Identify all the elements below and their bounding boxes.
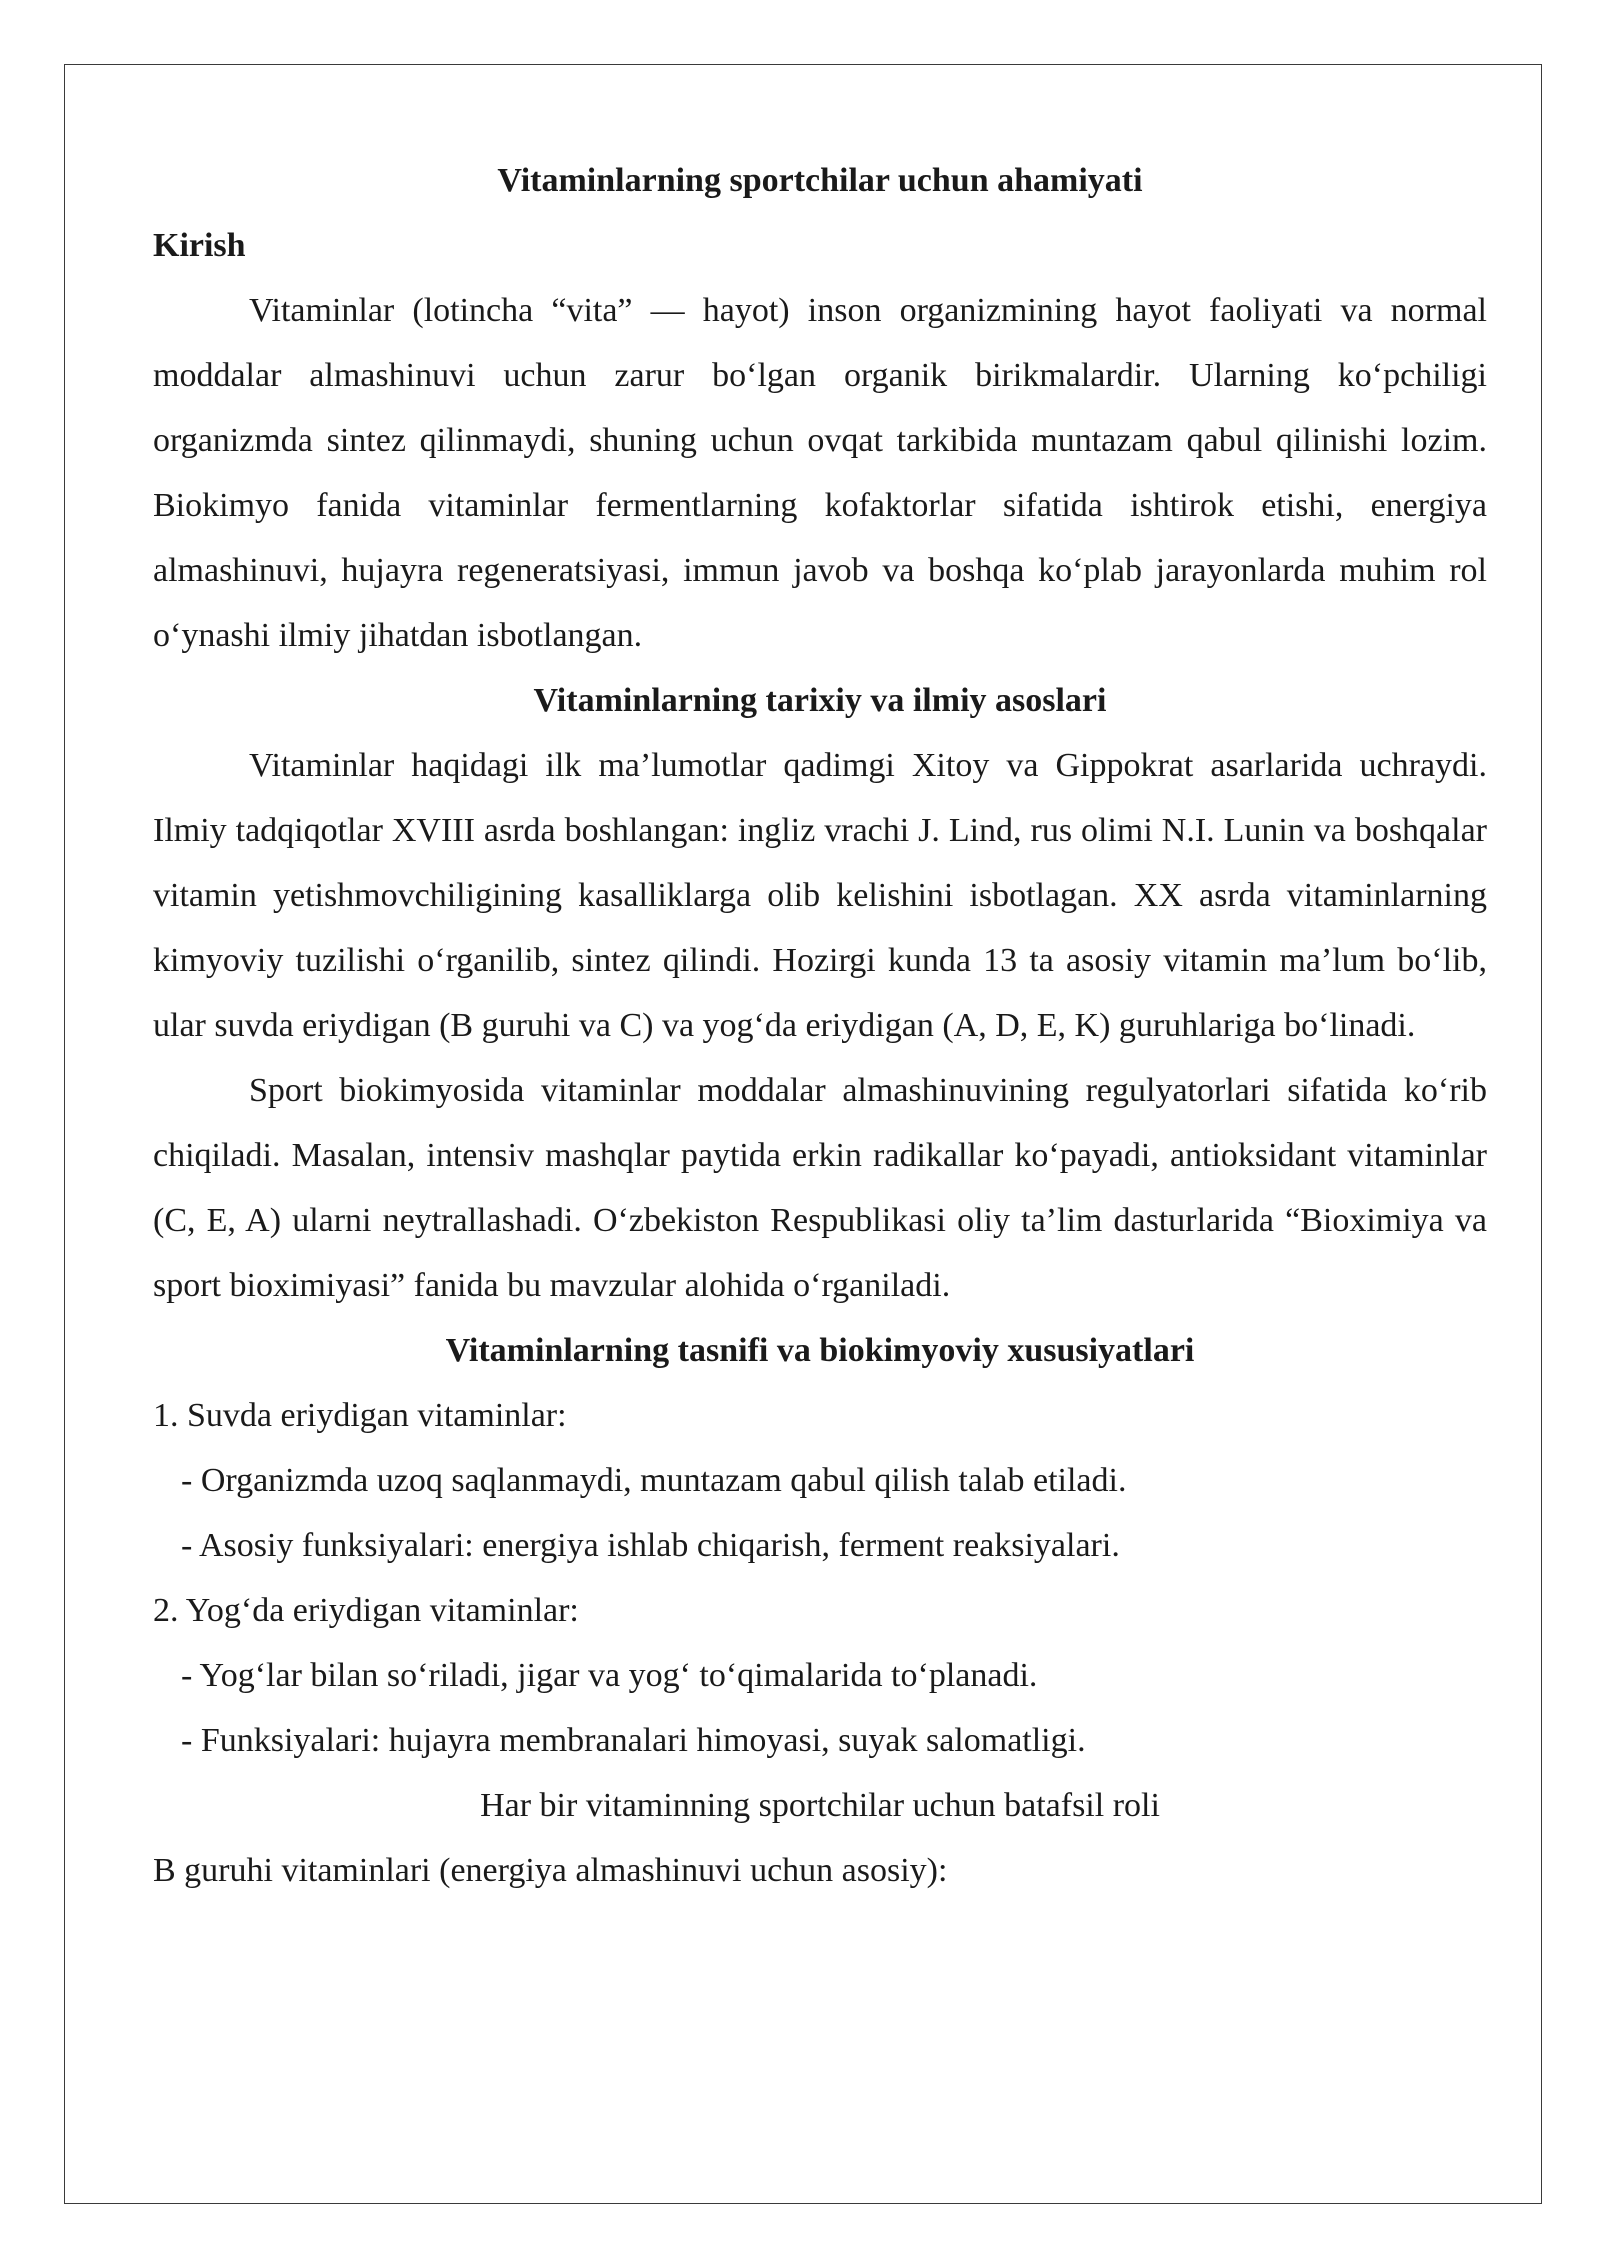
section-heading-history: Vitaminlarning tarixiy va ilmiy asoslari [533, 682, 1107, 719]
document-body [153, 148, 1487, 1903]
list-subitem: - Asosiy funksiyalari: energiya ishlab chiqarish, ferment reaksiyalari. [181, 1527, 1120, 1564]
history-paragraph-2: Sport biokimyosida vitaminlar moddalar almashinuvining regulyatorlari sifatida ko‘rib chiqiladi. Masalan, intensiv mashqlar paytida erkin radikallar ko‘payadi, antioksidant vitaminlar (C, E, A) ularni neytrallashadi. O‘zbekiston Respublikasi oliy ta’lim dasturlarida “Bioximiya va sport bioximiyasi” fanida bu mavzular alohida o‘rganiladi. [153, 1072, 1487, 1304]
b-group-line: B guruhi vitaminlari (energiya almashinuvi uchun asosiy): [153, 1852, 948, 1889]
list-subitem: - Organizmda uzoq saqlanmaydi, muntazam qabul qilish talab etiladi. [181, 1462, 1127, 1499]
document-title: Vitaminlarning sportchilar uchun ahamiyati [497, 162, 1143, 199]
list-subitem: - Funksiyalari: hujayra membranalari himoyasi, suyak salomatligi. [181, 1722, 1086, 1759]
section-heading-roles: Har bir vitaminning sportchilar uchun batafsil roli [480, 1787, 1160, 1824]
intro-heading: Kirish [153, 227, 246, 264]
list-item-fat-soluble: 2. Yog‘da eriydigan vitaminlar: [153, 1592, 579, 1629]
intro-paragraph: Vitaminlar (lotincha “vita” — hayot) inson organizmining hayot faoliyati va normal moddalar almashinuvi uchun zarur bo‘lgan organik birikmalardir. Ularning ko‘pchiligi organizmda sintez qilinmaydi, shuning uchun ovqat tarkibida muntazam qabul qilinishi lozim. Biokimyo fanida vitaminlar fermentlarning kofaktorlar sifatida ishtirok etishi, energiya almashinuvi, hujayra regeneratsiyasi, immun javob va boshqa ko‘plab jarayonlarda muhim rol o‘ynashi ilmiy jihatdan isbotlangan. [153, 292, 1487, 654]
list-subitem: - Yog‘lar bilan so‘riladi, jigar va yog‘ to‘qimalarida to‘planadi. [181, 1657, 1038, 1694]
section-heading-classification: Vitaminlarning tasnifi va biokimyoviy xususiyatlari [445, 1332, 1195, 1369]
list-item-water-soluble: 1. Suvda eriydigan vitaminlar: [153, 1397, 567, 1434]
history-paragraph-1: Vitaminlar haqidagi ilk ma’lumotlar qadimgi Xitoy va Gippokrat asarlarida uchraydi. Ilmiy tadqiqotlar XVIII asrda boshlangan: ingliz vrachi J. Lind, rus olimi N.I. Lunin va boshqalar vitamin yetishmovchiligining kasalliklarga olib kelishini isbotlagan. XX asrda vitaminlarning kimyoviy tuzilishi o‘rganilib, sintez qilindi. Hozirgi kunda 13 ta asosiy vitamin ma’lum bo‘lib, ular suvda eriydigan (B guruhi va C) va yog‘da eriydigan (A, D, E, K) guruhlariga bo‘linadi. [153, 747, 1487, 1044]
